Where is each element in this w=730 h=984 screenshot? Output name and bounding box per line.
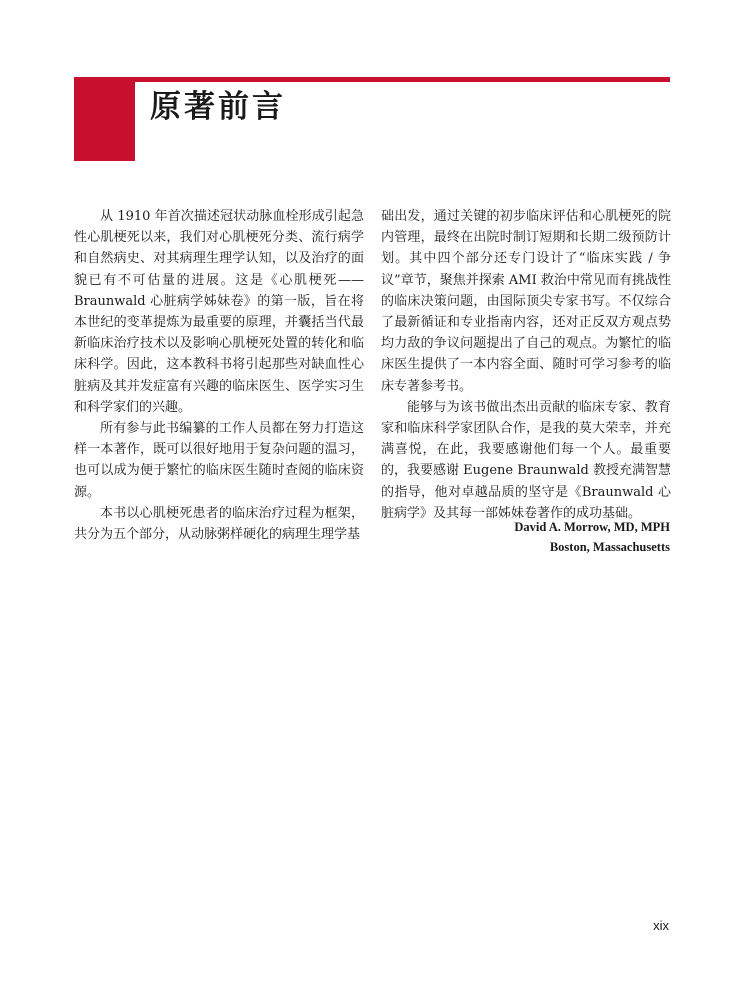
header-accent-block bbox=[74, 77, 135, 161]
paragraph-continued: 础出发，通过关键的初步临床评估和心肌梗死的院内管理，最终在出院时制订短期和长期二级预防计划。其中四个部分还专门设计了“临床实践 / 争议”章节，聚焦并探索 AMI 救治中常见而有挑战性的临床决策问题，由国际顶尖专家书写。不仅综合了最新循证和专业指南内容，还对正反双方观点势均力敌的争议问题提出了自己的观点。为繁忙的临床医生提供了一本内容全面、随时可学习参考的临床专著参考书。 bbox=[381, 209, 671, 394]
page-title: 原著前言 bbox=[150, 89, 286, 125]
author-name: David A. Morrow, MD, MPH bbox=[514, 520, 670, 534]
author-signature bbox=[514, 517, 670, 557]
right-column bbox=[381, 206, 671, 524]
page-number: xix bbox=[653, 918, 669, 933]
left-column bbox=[74, 206, 364, 545]
paragraph: 能够与为该书做出杰出贡献的临床专家、教育家和临床科学家团队合作，是我的莫大荣幸，并充满喜悦，在此，我要感谢他们每一个人。最重要的，我要感谢 Eugene Braunwald 教授充满智慧的指导，他对卓越品质的坚守是《Braunwald 心脏病学》及其每一部姊妹卷著作的成功基础。 bbox=[381, 399, 671, 521]
paragraph: 从 1910 年首次描述冠状动脉血栓形成引起急性心肌梗死以来，我们对心肌梗死分类、流行病学和自然病史、对其病理生理学认知，以及治疗的面貌已有不可估量的进展。这是《心肌梗死——Braunwald 心脏病学姊妹卷》的第一版，旨在将本世纪的变革提炼为最重要的原理，并囊括当代最新临床治疗技术以及影响心肌梗死处置的转化和临床科学。因此，这本教科书将引起那些对缺血性心脏病及其并发症富有兴趣的临床医生、医学实习生和科学家们的兴趣。 bbox=[74, 209, 364, 415]
paragraph: 本书以心肌梗死患者的临床治疗过程为框架，共分为五个部分，从动脉粥样硬化的病理生理学基 bbox=[74, 505, 364, 543]
author-location: Boston, Massachusetts bbox=[549, 540, 670, 554]
header-rule bbox=[74, 77, 670, 82]
paragraph: 所有参与此书编纂的工作人员都在努力打造这样一本著作，既可以很好地用于复杂问题的温习，也可以成为便于繁忙的临床医生随时查阅的临床资源。 bbox=[74, 421, 364, 500]
